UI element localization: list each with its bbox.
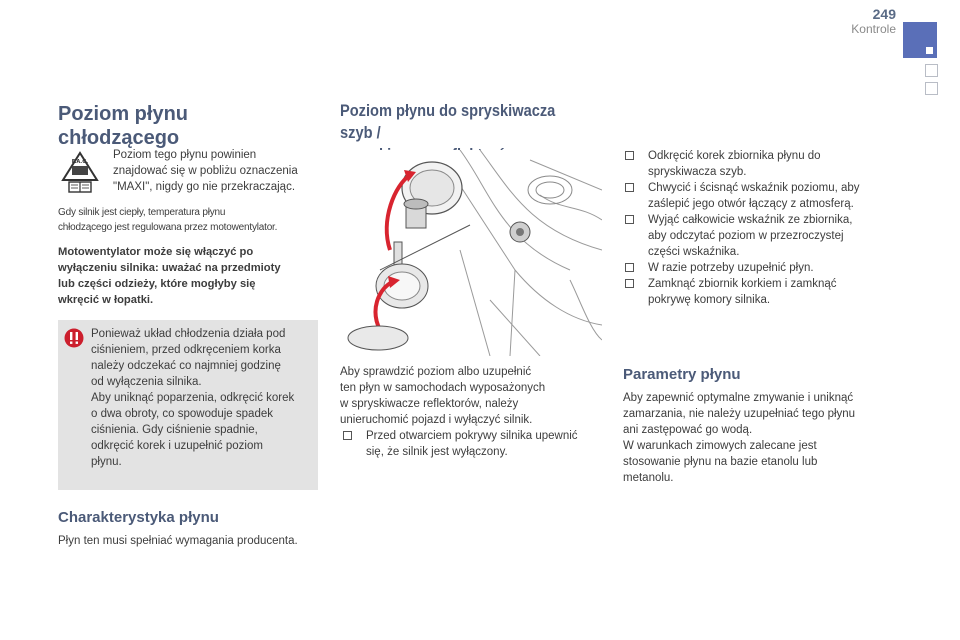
list-item: Wyjąć całkowicie wskaźnik ze zbiornika, aby odczytać poziom w przezroczystej części wskaźnika.: [622, 212, 892, 260]
svg-text:F.A.G.: F.A.G.: [71, 159, 89, 165]
chapter-tab[interactable]: [925, 82, 938, 95]
characteristics-title: Charakterystyka płynu: [58, 509, 219, 526]
washer-steps-list: [622, 148, 892, 308]
coolant-note: Gdy silnik jest ciepły, temperatura płynu chłodzącego jest regulowana przez motowentylator.: [58, 207, 278, 233]
parameters-text: Aby zapewnić optymalne zmywanie i uniknąć zamarzania, nie należy uzupełniać tego płynu ani zastępować go wodą. W warunkach zimowych zalecane jest stosowanie płynu na bazie etanolu lub metanolu.: [623, 392, 856, 484]
parameters-title: Parametry płynu: [623, 366, 741, 383]
caution-text: Ponieważ układ chłodzenia działa pod ciśnieniem, przed odkręceniem korka należy odczekać co najmniej godzinę od wyłączenia silnika. Aby uniknąć poparzenia, odkręcić korek o dwa obroty, co spowoduje spadek ciśnienia. Gdy ciśnienie spadnie, odkręcić korek i uzupełnić poziom płynu.: [91, 328, 295, 468]
list-item: W razie potrzeby uzupełnić płyn.: [622, 260, 892, 276]
washer-title: Poziom płynu do spryskiwacza szyb /: [340, 101, 556, 142]
chapter-tab[interactable]: [925, 64, 938, 77]
coolant-intro: Poziom tego płynu powinien znajdować się w pobliżu oznaczenia "MAXI", nigdy go nie przekraczając.: [113, 149, 298, 193]
coolant-title: Poziom płynu chłodzącego: [58, 103, 188, 149]
list-item: Odkręcić korek zbiornika płynu do spryskiwacza szyb.: [622, 148, 892, 180]
chapter-tab-active[interactable]: [903, 22, 937, 58]
section-title: Kontrole: [851, 22, 896, 36]
list-item: Przed otwarciem pokrywy silnika upewnić się, że silnik jest wyłączony.: [340, 428, 615, 460]
list-item: Chwycić i ścisnąć wskaźnik poziomu, aby zaślepić jego otwór łączący z atmosferą.: [622, 180, 892, 212]
washer-intro: Aby sprawdzić poziom albo uzupełnić ten płyn w samochodach wyposażonych w spryskiwacze reflektorów, należy unieruchomić pojazd i wyłączyć silnik.: [340, 366, 546, 426]
washer-reservoir-cap-illustration: [340, 150, 602, 356]
exclamation-warning-icon: [64, 328, 84, 348]
list-item: Zamknąć zbiornik korkiem i zamknąć pokrywę komory silnika.: [622, 276, 892, 308]
characteristics-text: Płyn ten musi spełniać wymagania producenta.: [58, 535, 298, 547]
fan-warning: Motowentylator może się włączyć po wyłączeniu silnika: uważać na przedmioty lub części odzieży, które mogłyby się wkręcić w łopatki.: [58, 246, 281, 306]
page-number: 249: [872, 6, 896, 22]
radiator-cap-warning-icon: [60, 150, 100, 194]
washer-precaution-list: [340, 428, 615, 460]
